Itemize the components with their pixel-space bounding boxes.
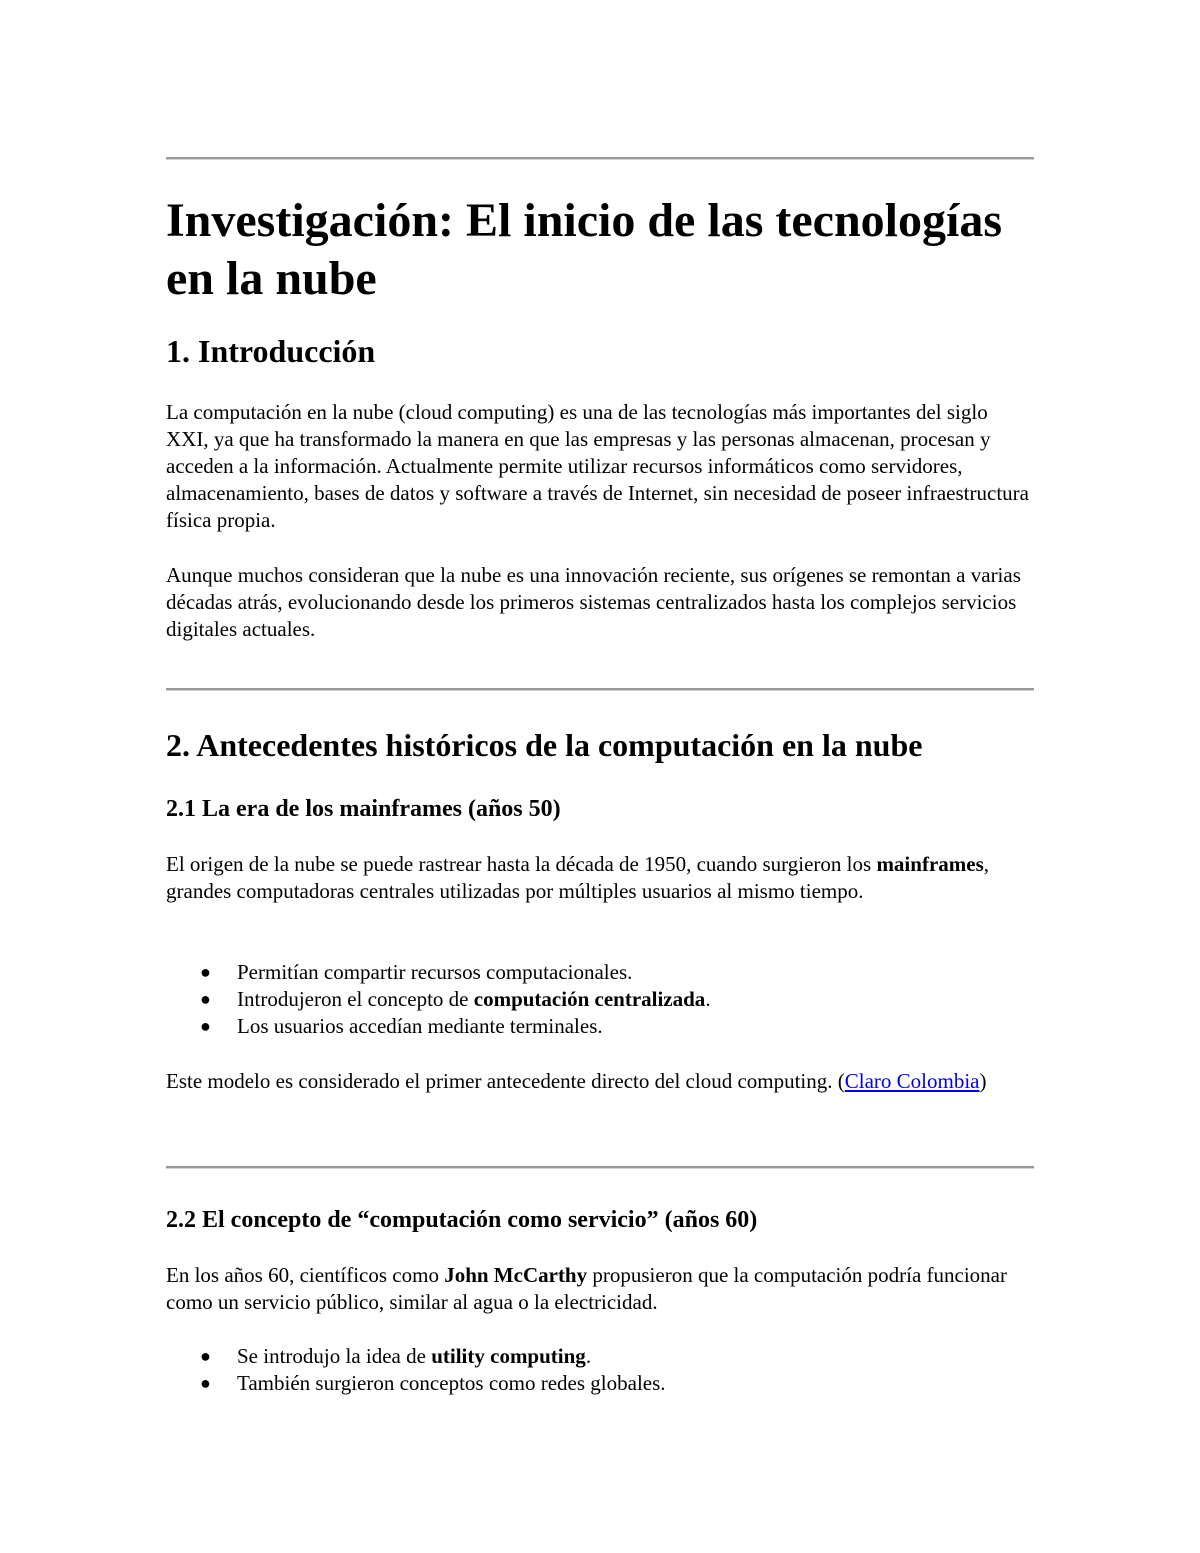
section-2-1-bullet-list [166,959,1034,1040]
paragraph-text-rest: propusieron que la computación podría funcionar como un servicio público, similar al agua o la electricidad. [166,1263,1007,1314]
list-item-bold: utility computing [431,1344,586,1368]
list-item-end: . [585,1344,592,1368]
section-2-heading: 2. Antecedentes históricos de la computación en la nube [166,727,923,763]
closing-text: Este modelo es considerado el primer antecedente directo del cloud computing. ( [166,1069,845,1093]
section-2-2-paragraph [166,1262,1034,1316]
section-2-1-closing-paragraph [166,1068,1034,1095]
bold-term-john-mccarthy: John McCarthy [444,1263,588,1287]
section-2-2-heading: 2.2 El concepto de “computación como servicio” (años 60) [166,1207,758,1233]
source-link-claro-colombia[interactable]: Claro Colombia [844,1069,980,1093]
paragraph-text: En los años 60, científicos como [166,1263,445,1287]
list-item [166,986,1034,1013]
list-item [166,1013,1034,1040]
list-item-text: También surgieron conceptos como redes globales. [237,1371,666,1395]
section-2-2-bullet-list [166,1343,1034,1397]
horizontal-rule-2 [166,688,1034,691]
paragraph-text-rest: , grandes computadoras centrales utilizadas por múltiples usuarios al mismo tiempo. [166,852,989,903]
document-title: Investigación: El inicio de las tecnologías en la nube [166,194,1003,305]
list-item-text: Introdujeron el concepto de [237,987,474,1011]
list-item [166,959,1034,986]
section-1-heading: 1. Introducción [166,333,376,369]
list-item-text: Se introdujo la idea de [237,1344,432,1368]
list-item-text: Los usuarios accedían mediante terminales. [237,1014,603,1038]
bullet-icon: ● [200,989,211,1009]
bullet-icon: ● [200,1346,211,1366]
horizontal-rule-top [166,157,1034,160]
section-2-1-heading: 2.1 La era de los mainframes (años 50) [166,796,561,822]
paragraph-text: El origen de la nube se puede rastrear hasta la década de 1950, cuando surgieron los [166,852,872,876]
bold-term-mainframes: mainframes [876,852,984,876]
list-item-text: Permitían compartir recursos computacionales. [237,960,633,984]
horizontal-rule-3 [166,1166,1034,1169]
closing-end: ) [979,1069,987,1093]
section-1-paragraph-1: La computación en la nube (cloud computing) es una de las tecnologías más importantes del siglo XXI, ya que ha transformado la manera en que las empresas y las personas almacenan, procesan y acceden a la información. Actualmente permite utilizar recursos informáticos como servidores, almacenamiento, bases de datos y software a través de Internet, sin necesidad de poseer infraestructura física propia. [166,400,1029,532]
section-1-paragraph-2: Aunque muchos consideran que la nube es una innovación reciente, sus orígenes se remontan a varias décadas atrás, evolucionando desde los primeros sistemas centralizados hasta los complejos servicios digitales actuales. [166,563,1021,641]
bullet-icon: ● [200,1373,211,1393]
section-2-1-paragraph [166,851,1034,905]
bullet-icon: ● [200,1016,211,1036]
list-item [166,1343,1034,1370]
list-item-end: . [705,987,711,1011]
list-item [166,1370,1034,1397]
list-item-bold: computación centralizada [473,987,706,1011]
bullet-icon: ● [200,962,211,982]
